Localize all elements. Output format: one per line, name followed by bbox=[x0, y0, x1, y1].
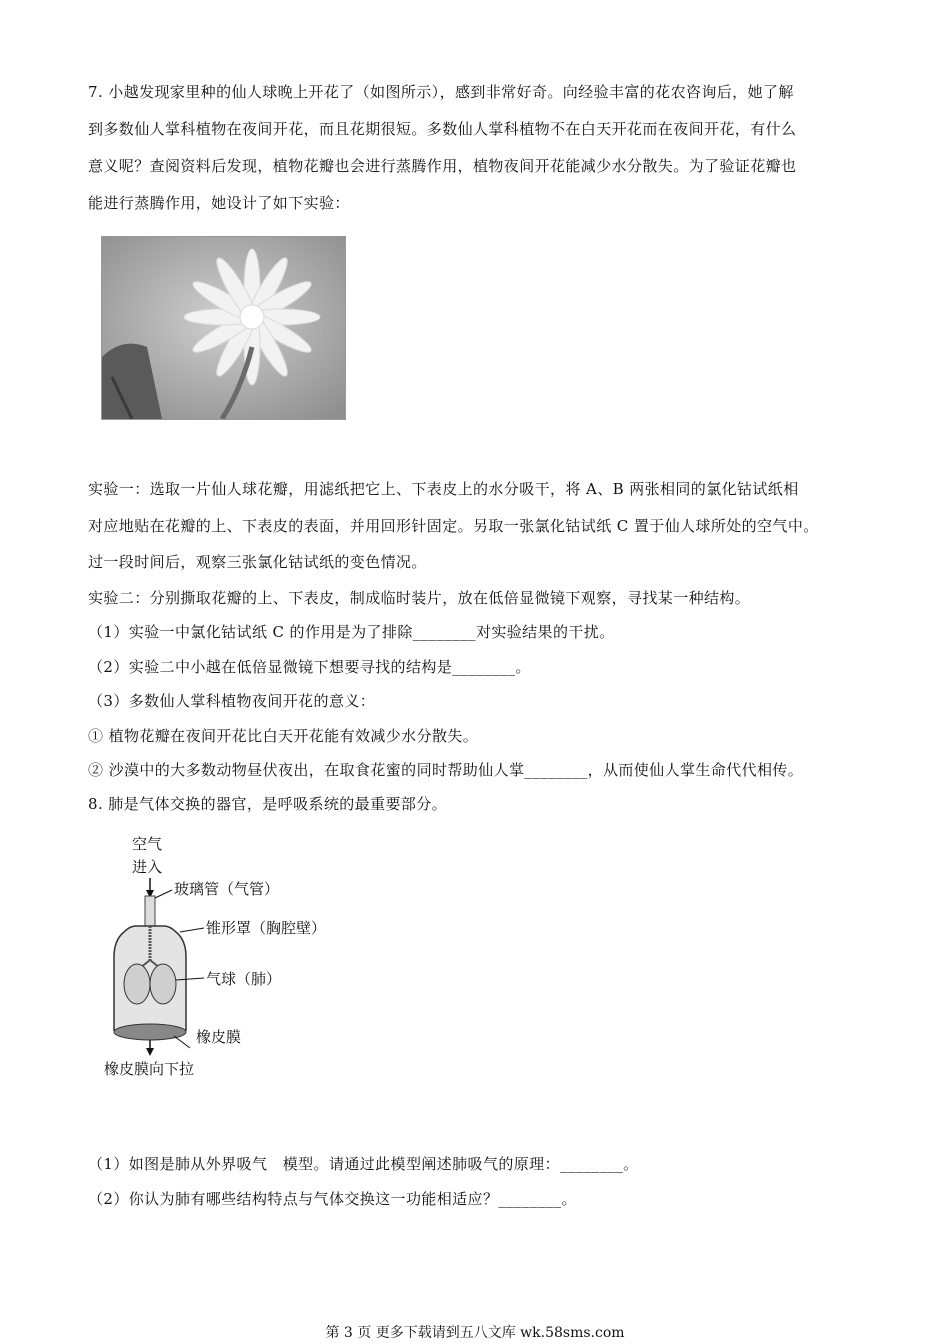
q8-intro: 8. 肺是气体交换的器官，是呼吸系统的最重要部分。 bbox=[88, 795, 448, 813]
label-air-in-1: 空气 bbox=[132, 835, 163, 853]
label-bell-jar: 锥形罩（胸腔壁） bbox=[206, 919, 327, 937]
label-glass-tube: 玻璃管（气管） bbox=[174, 880, 280, 898]
q7-exp2-line: 实验二：分别撕取花瓣的上、下表皮，制成临时装片，放在低倍显微镜下观察，寻找某一种结构。 bbox=[88, 589, 751, 607]
label-membrane: 橡皮膜 bbox=[196, 1028, 242, 1046]
q7-point-2: ② 沙漠中的大多数动物昼伏夜出，在取食花蜜的同时帮助仙人掌________，从而使仙人掌生命代代相传。 bbox=[88, 761, 804, 779]
q7-point-1: ① 植物花瓣在夜间开花比白天开花能有效减少水分散失。 bbox=[88, 727, 479, 745]
q8-subquestion-2: （2）你认为肺有哪些结构特点与气体交换这一功能相适应？________。 bbox=[88, 1190, 577, 1208]
label-air-in-2: 进入 bbox=[132, 858, 163, 876]
label-balloon: 气球（肺） bbox=[206, 970, 282, 988]
balloon-left bbox=[124, 964, 150, 1004]
balloon-right bbox=[150, 964, 176, 1004]
lung-model-diagram bbox=[100, 832, 360, 1080]
q7-text-line-4: 能进行蒸腾作用，她设计了如下实验： bbox=[88, 194, 350, 212]
q8-subquestion-1: （1）如图是肺从外界吸气 模型。请通过此模型阐述肺吸气的原理：________。 bbox=[88, 1155, 639, 1173]
q7-subquestion-3: （3）多数仙人掌科植物夜间开花的意义： bbox=[88, 692, 376, 710]
q7-text-line-2: 到多数仙人掌科植物在夜间开花，而且花期很短。多数仙人掌科植物不在白天开花而在夜间开花，有什么 bbox=[88, 120, 797, 138]
q7-text-line-1: 7. 小越发现家里种的仙人球晚上开花了（如图所示），感到非常好奇。向经验丰富的花农咨询后，她了解 bbox=[88, 83, 794, 101]
q7-subquestion-1: （1）实验一中氯化钴试纸 C 的作用是为了排除________对实验结果的干扰。 bbox=[88, 623, 615, 641]
q7-exp1-line-1: 实验一：选取一片仙人球花瓣，用滤纸把它上、下表皮上的水分吸干，将 A、B 两张相同的氯化钴试纸相 bbox=[88, 480, 799, 498]
cactus-flower-photo bbox=[101, 236, 346, 420]
q7-text-line-3: 意义呢？查阅资料后发现，植物花瓣也会进行蒸腾作用，植物夜间开花能减少水分散失。为了验证花瓣也 bbox=[88, 157, 797, 175]
q7-exp1-line-2: 对应地贴在花瓣的上、下表皮的表面，并用回形针固定。另取一张氯化钴试纸 C 置于仙人球所处的空气中。 bbox=[88, 517, 819, 535]
rubber-membrane bbox=[114, 1024, 186, 1040]
label-pull-down: 橡皮膜向下拉 bbox=[104, 1060, 195, 1078]
q7-exp1-line-3: 过一段时间后，观察三张氯化钴试纸的变色情况。 bbox=[88, 553, 427, 571]
q7-subquestion-2: （2）实验二中小越在低倍显微镜下想要寻找的结构是________。 bbox=[88, 658, 531, 676]
page-footer: 第 3 页 更多下载请到五八文库 wk.58sms.com bbox=[325, 1325, 625, 1341]
